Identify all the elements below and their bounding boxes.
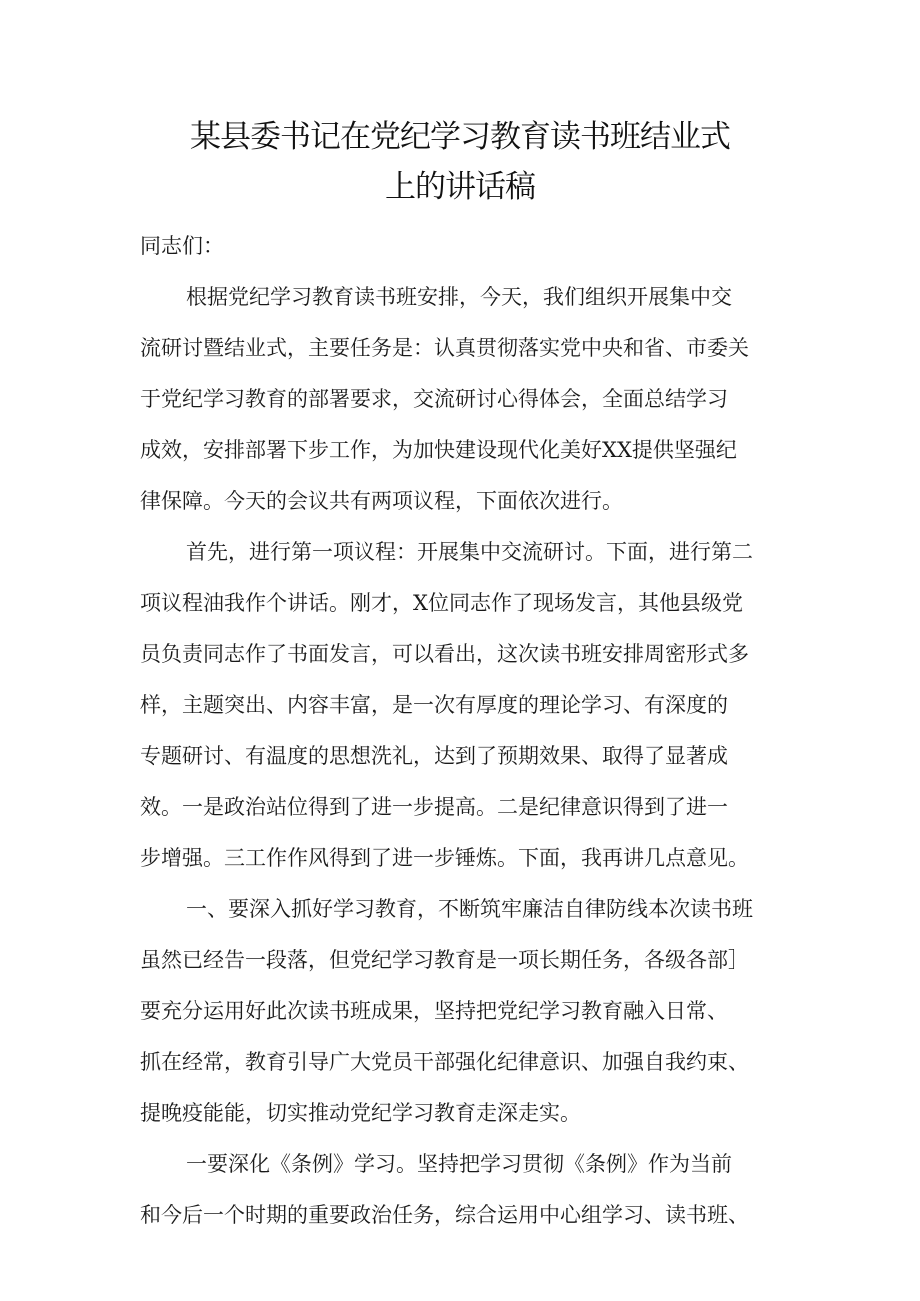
title-line-2: 上的讲话稿 xyxy=(385,169,535,205)
paragraph-line: 抓在经常，教育引导广大党员干部强化纪律意识、加强自我约束、 xyxy=(140,1050,749,1074)
paragraph-line: 项议程油我作个讲话。刚才，X位同志作了现场发言，其他县级党 xyxy=(140,591,743,615)
paragraph-4 xyxy=(140,1139,800,1241)
paragraph-line: 和今后一个时期的重要政治任务，综合运用中心组学习、读书班、 xyxy=(140,1203,749,1227)
paragraph-line: 专题研讨、有温度的思想洗礼，达到了预期效果、取得了显著成 xyxy=(140,744,728,768)
document-title xyxy=(0,112,920,212)
paragraph-line: 步增强。三工作作风得到了进一步锤炼。下面，我再讲几点意见。 xyxy=(140,846,749,870)
paragraph-line: 成效，安排部署下步工作，为加快建设现代化美好XX提供坚强纪 xyxy=(140,438,737,462)
paragraph-1 xyxy=(140,272,800,527)
paragraph-line: 样，主题突出、内容丰富，是一次有厚度的理论学习、有深度的 xyxy=(140,693,728,717)
paragraph-line: 律保障。今天的会议共有两项议程，下面依次进行。 xyxy=(140,489,623,513)
paragraph-line: 要充分运用好此次读书班成果，坚持把党纪学习教育融入日常、 xyxy=(140,999,728,1023)
paragraph-line: 流研讨暨结业式，主要任务是：认真贯彻落实党中央和省、市委关 xyxy=(140,336,749,360)
paragraph-line: 效。一是政治站位得到了进一步提高。二是纪律意识得到了进一 xyxy=(140,795,728,819)
paragraph-line: 员负责同志作了书面发言，可以看出，这次读书班安排周密形式多 xyxy=(140,642,749,666)
paragraph-3 xyxy=(140,884,800,1139)
paragraph-line: 首先，进行第一项议程：开展集中交流研讨。下面，进行第二 xyxy=(186,540,753,564)
paragraph-line: 根据党纪学习教育读书班安排，今天，我们组织开展集中交 xyxy=(186,285,732,309)
paragraph-2 xyxy=(140,527,800,884)
paragraph-line: 一要深化《条例》学习。坚持把学习贯彻《条例》作为当前 xyxy=(186,1152,732,1176)
paragraph-line: 提晚疫能能，切实推动党纪学习教育走深走实。 xyxy=(140,1101,581,1125)
paragraph-line: 一、要深入抓好学习教育，不断筑牢廉洁自律防线本次读书班 xyxy=(186,897,753,921)
document-body xyxy=(140,221,800,1241)
salutation: 同志们： xyxy=(140,234,224,258)
paragraph-line: 于党纪学习教育的部署要求，交流研讨心得体会，全面总结学习 xyxy=(140,387,728,411)
title-line-1: 某县委书记在党纪学习教育读书班结业式 xyxy=(190,119,730,155)
paragraph-line: 虽然已经告一段落，但党纪学习教育是一项长期任务，各级各部］ xyxy=(140,948,749,972)
